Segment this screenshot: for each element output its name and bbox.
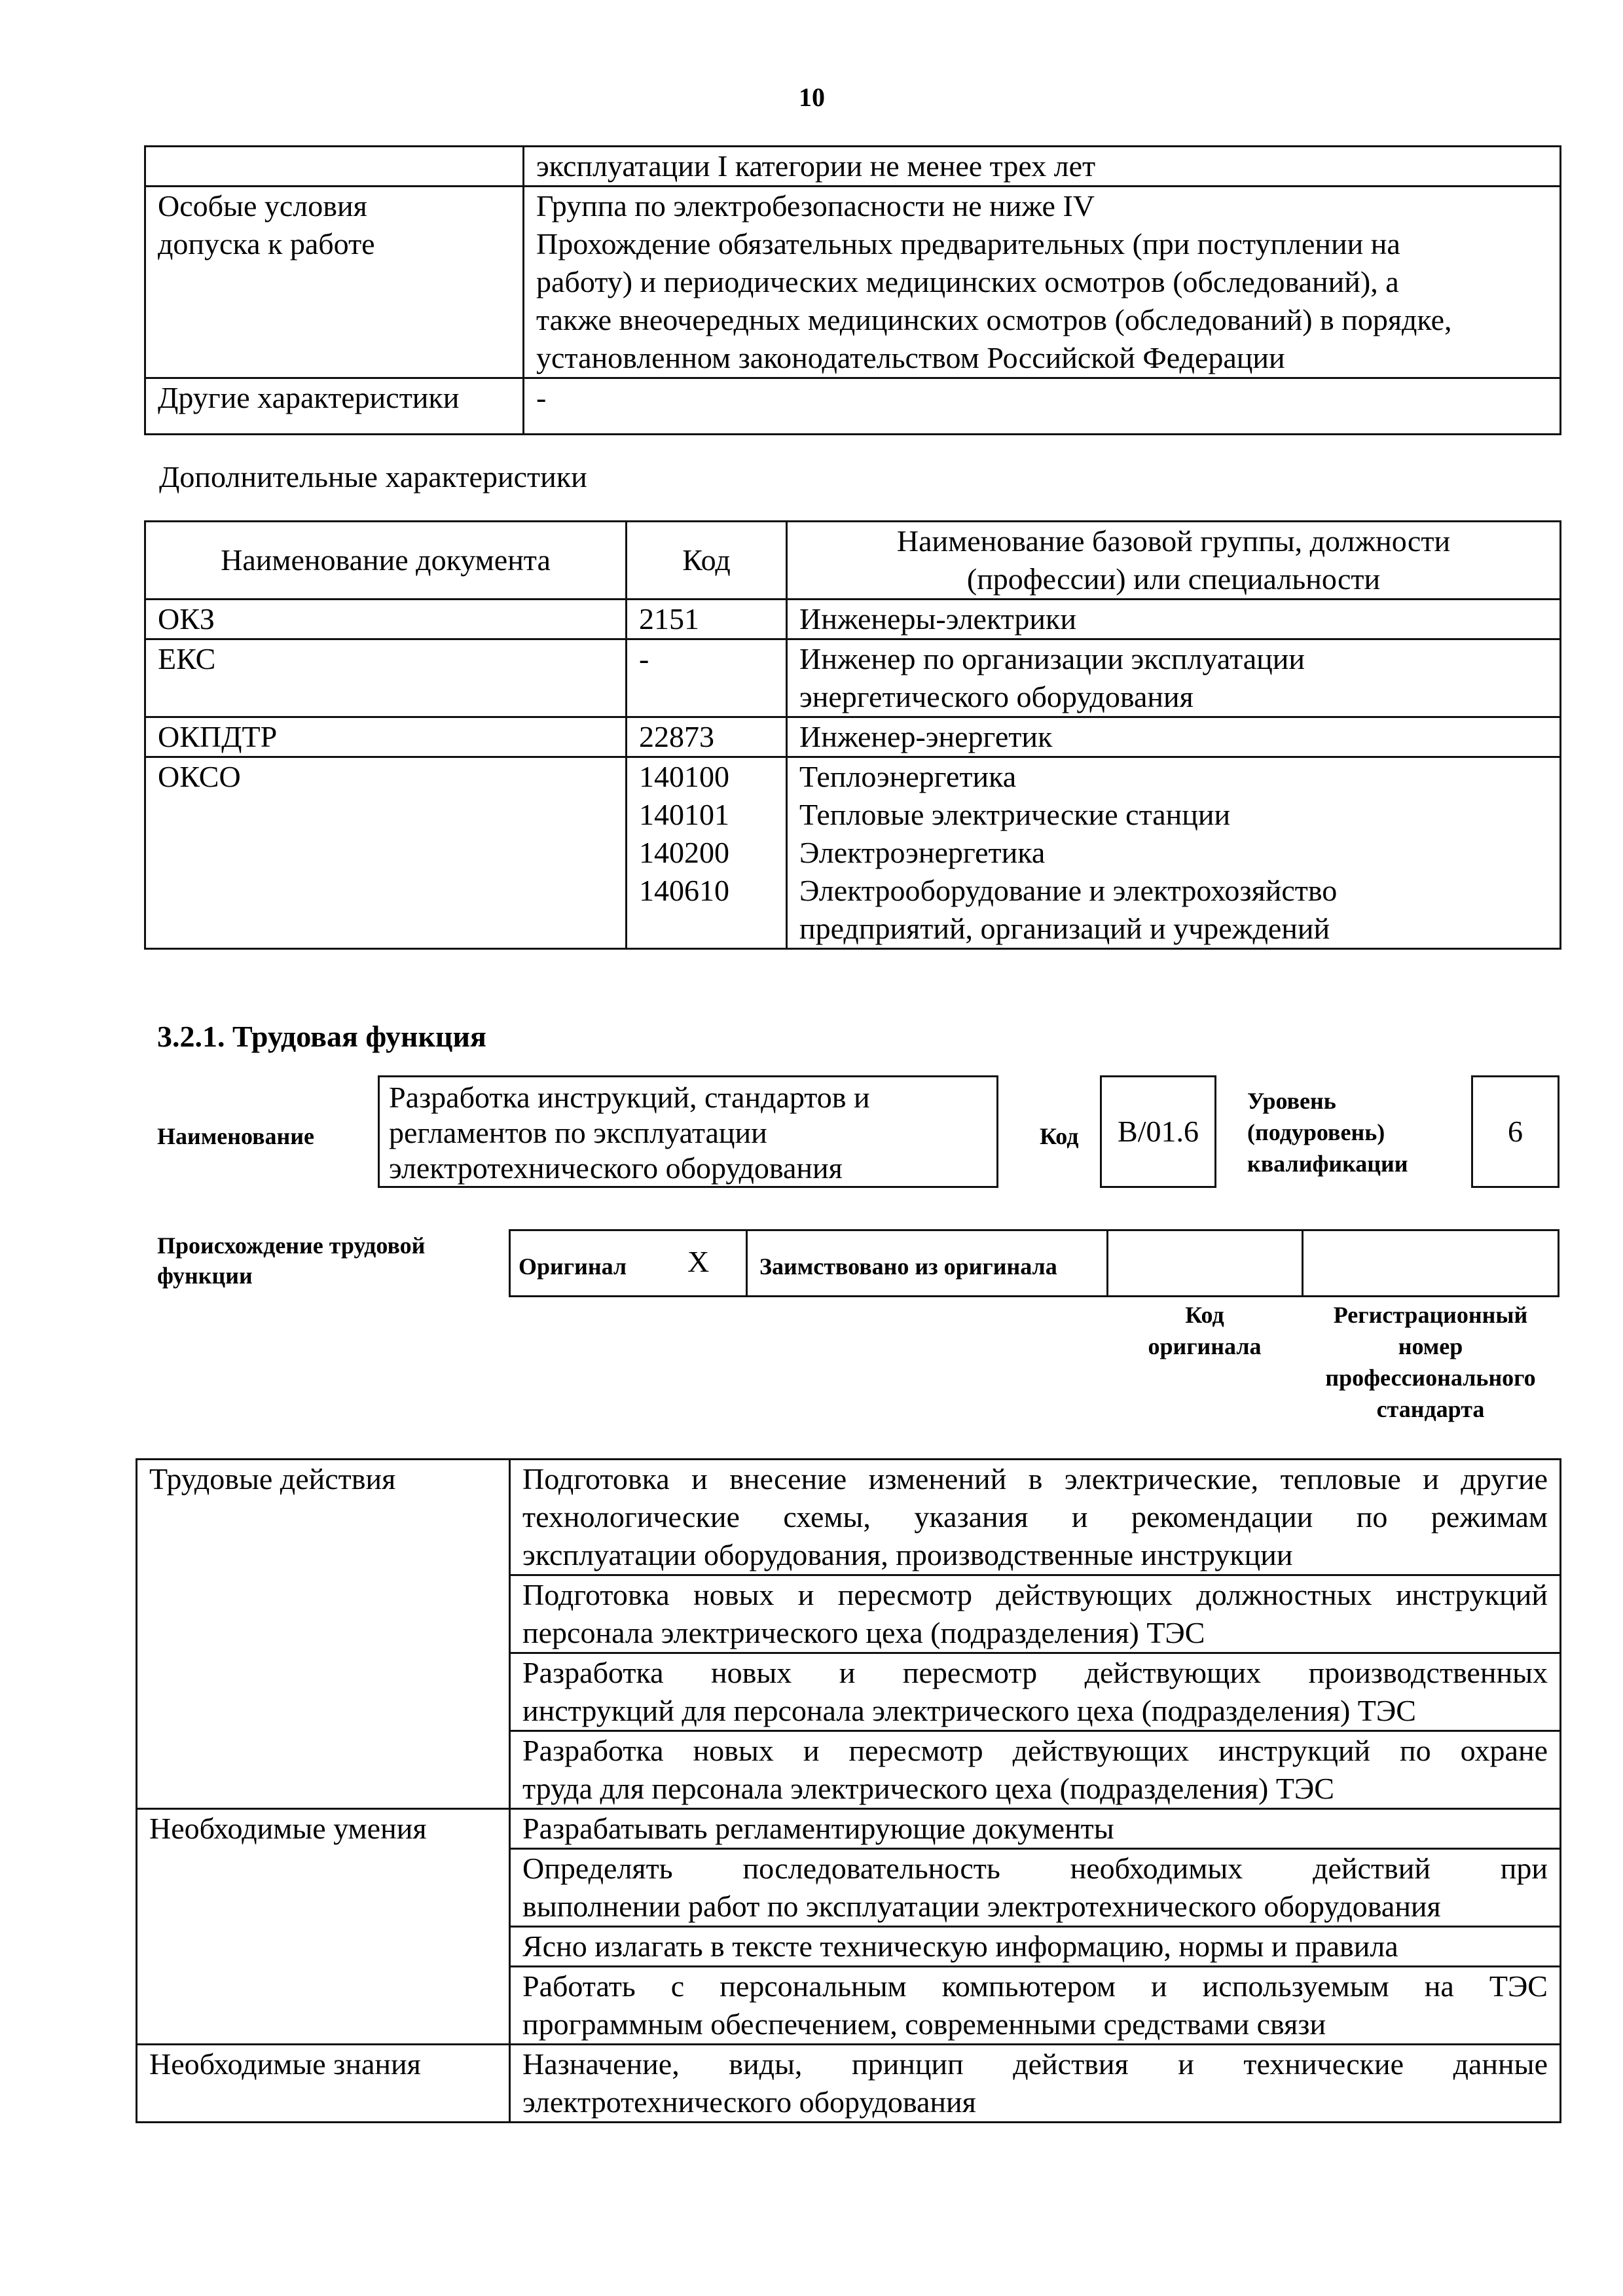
name-cell: Теплоэнергетика Тепловые электрические станции Электроэнергетика Электрооборудование и электрохозяйство предприятий, организаций и учреждений (787, 757, 1561, 949)
table-row (145, 717, 1561, 757)
table-row (145, 378, 1561, 435)
code-cell: 140100 140101 140200 140610 (627, 757, 787, 949)
name-cell: Инженер по организации эксплуатации энергетического оборудования (787, 639, 1561, 717)
list-item: Разработка новых и пересмотр действующих инструкций по охране труда для персонала электрического цеха (подразделения) ТЭС (510, 1731, 1561, 1809)
divider (1106, 1231, 1108, 1295)
value-cell: - (524, 378, 1561, 435)
divider (1302, 1231, 1304, 1295)
section-label: Необходимые умения (137, 1809, 510, 2045)
page-number: 10 (799, 82, 825, 112)
label-cell: Другие характеристики (145, 378, 524, 435)
additional-characteristics-table (144, 520, 1561, 950)
borrowed-label: Заимствовано из оригинала (759, 1253, 1057, 1280)
label-cell: Особые условия допуска к работе (145, 187, 524, 378)
level-label: Уровень (подуровень) квалификации (1247, 1088, 1408, 1177)
table-row (137, 1809, 1561, 1849)
function-name-box: Разработка инструкций, стандартов и регламентов по эксплуатации электротехнического оборудования (378, 1075, 998, 1188)
code-original-caption: Код оригинала (1148, 1302, 1262, 1359)
qualification-table (144, 145, 1561, 435)
section-label: Трудовые действия (137, 1460, 510, 1809)
label-cell (145, 147, 524, 187)
duties-table (136, 1458, 1561, 2123)
header-doc: Наименование документа (145, 522, 627, 600)
origin-row (509, 1229, 1559, 1297)
list-item: Разрабатывать регламентирующие документы (510, 1809, 1561, 1849)
function-heading: 3.2.1. Трудовая функция (157, 1020, 486, 1053)
table-row (145, 147, 1561, 187)
doc-cell: ОКСО (145, 757, 627, 949)
list-item: Подготовка и внесение изменений в электрические, тепловые и другие технологические схемы, указания и рекомендации по режимам эксплуатации оборудования, производственные инструкции (510, 1460, 1561, 1575)
list-item: Работать с персональным компьютером и используемым на ТЭС программным обеспечением, современными средствами связи (510, 1967, 1561, 2045)
value-cell: эксплуатации I категории не менее трех лет (524, 147, 1561, 187)
code-label: Код (1040, 1123, 1079, 1149)
header-name: Наименование базовой группы, должности (профессии) или специальности (787, 522, 1561, 600)
list-item: Разработка новых и пересмотр действующих производственных инструкций для персонала электрического цеха (подразделения) ТЭС (510, 1653, 1561, 1731)
table-row (145, 187, 1561, 378)
level-value-box: 6 (1471, 1075, 1559, 1188)
original-mark: X (687, 1245, 710, 1278)
name-cell: Инженеры-электрики (787, 600, 1561, 639)
section-title: Дополнительные характеристики (159, 460, 587, 493)
code-cell: 2151 (627, 600, 787, 639)
code-cell: 22873 (627, 717, 787, 757)
function-code-box: B/01.6 (1100, 1075, 1216, 1188)
list-item: Назначение, виды, принцип действия и технические данные электротехнического оборудования (510, 2045, 1561, 2123)
origin-label: Происхождение трудовой функции (157, 1232, 426, 1289)
name-label: Наименование (157, 1123, 314, 1149)
doc-cell: ОКЗ (145, 600, 627, 639)
doc-cell: ОКПДТР (145, 717, 627, 757)
reg-number-caption: Регистрационный номер профессионального стандарта (1325, 1302, 1536, 1422)
table-row (145, 600, 1561, 639)
table-row (145, 639, 1561, 717)
list-item: Определять последовательность необходимых действий при выполнении работ по эксплуатации электротехнического оборудования (510, 1849, 1561, 1927)
value-cell: Группа по электробезопасности не ниже IV Прохождение обязательных предварительных (при поступлении на работу) и периодических медицинских осмотров (обследований), а также внеочередных медицинских осмотров (обследований) в порядке, установленном законодательством Российской Федерации (524, 187, 1561, 378)
code-cell: - (627, 639, 787, 717)
doc-cell: ЕКС (145, 639, 627, 717)
table-row (145, 757, 1561, 949)
table-header-row (145, 522, 1561, 600)
list-item: Подготовка новых и пересмотр действующих должностных инструкций персонала электрического цеха (подразделения) ТЭС (510, 1575, 1561, 1653)
list-item: Ясно излагать в тексте техническую информацию, нормы и правила (510, 1927, 1561, 1967)
table-row (137, 1460, 1561, 1575)
divider (746, 1231, 748, 1295)
table-row (137, 2045, 1561, 2123)
header-code: Код (627, 522, 787, 600)
original-label: Оригинал (519, 1253, 627, 1280)
section-label: Необходимые знания (137, 2045, 510, 2123)
name-cell: Инженер-энергетик (787, 717, 1561, 757)
